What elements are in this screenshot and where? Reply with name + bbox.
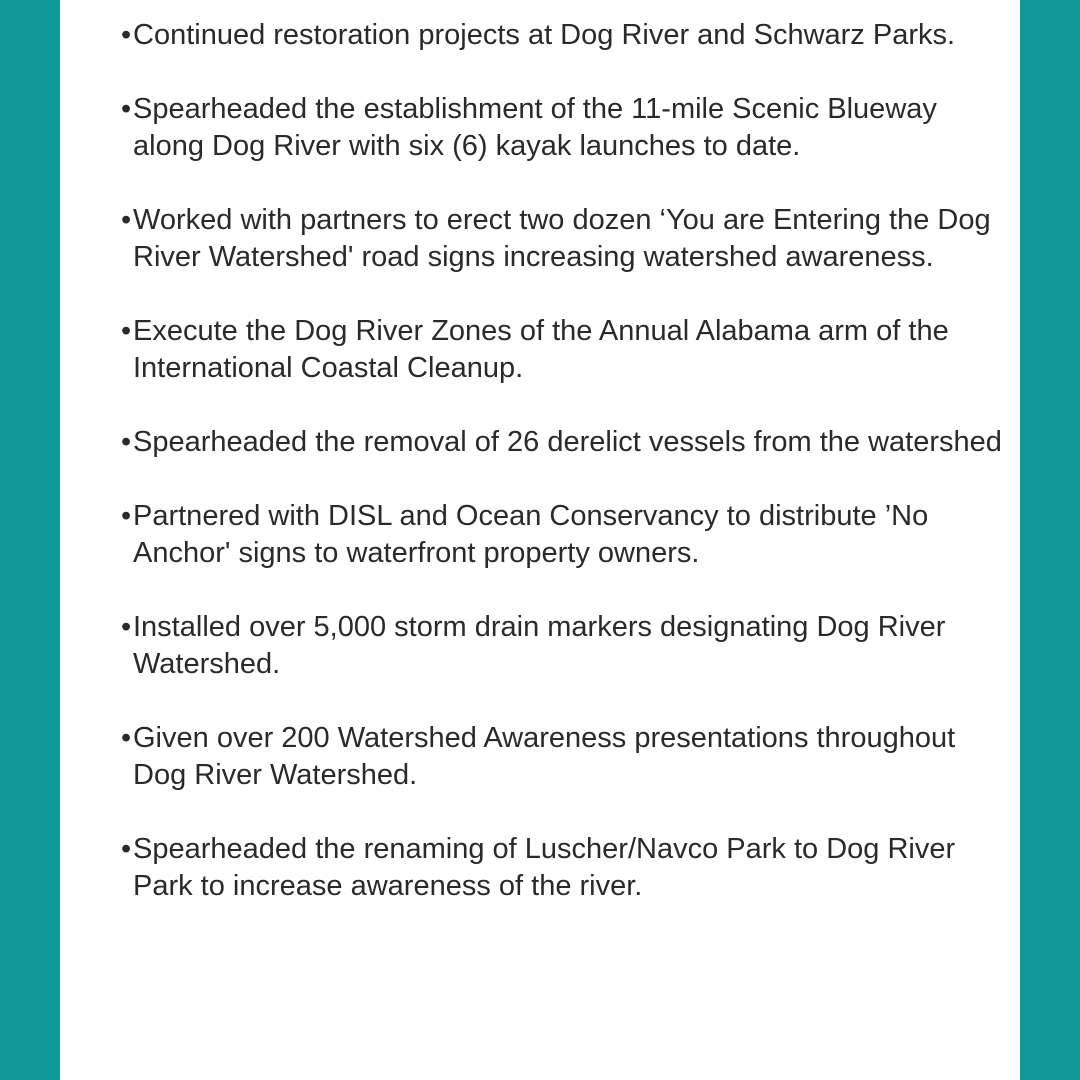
list-item-text: Partnered with DISL and Ocean Conservancy to distribute ’No Anchor' signs to waterfront property owners. [133, 500, 929, 569]
bullet-icon: • [121, 93, 132, 125]
bullet-icon: • [121, 611, 132, 643]
list-item-text: Spearheaded the establishment of the 11-mile Scenic Blueway along Dog River with six (6) kayak launches to date. [133, 93, 937, 162]
bullet-icon: • [121, 426, 132, 458]
list-item [112, 720, 1012, 794]
list-item [112, 609, 1012, 683]
list-item-text: Given over 200 Watershed Awareness presentations throughout Dog River Watershed. [133, 722, 956, 791]
list-item-text: Execute the Dog River Zones of the Annual Alabama arm of the International Coastal Cleanup. [133, 315, 949, 384]
list-item-text: Continued restoration projects at Dog River and Schwarz Parks. [133, 19, 956, 51]
list-item [112, 17, 1012, 54]
bullet-icon: • [121, 315, 132, 347]
list-item [112, 91, 1012, 165]
list-item-text: Spearheaded the renaming of Luscher/Navco Park to Dog River Park to increase awareness of the river. [133, 833, 956, 902]
list-item [112, 202, 1012, 276]
list-item [112, 424, 1012, 461]
list-item-text: Worked with partners to erect two dozen ‘You are Entering the Dog River Watershed' road signs increasing watershed awareness. [133, 204, 991, 273]
content-panel [60, 0, 1020, 1080]
bullet-icon: • [121, 500, 132, 532]
list-item [112, 831, 1012, 905]
list-item-text: Installed over 5,000 storm drain markers designating Dog River Watershed. [133, 611, 946, 680]
bullet-icon: • [121, 722, 132, 754]
accomplishments-list [112, 17, 1012, 942]
list-item [112, 313, 1012, 387]
bullet-icon: • [121, 19, 132, 51]
bullet-icon: • [121, 204, 132, 236]
list-item [112, 498, 1012, 572]
bullet-icon: • [121, 833, 132, 865]
list-item-text: Spearheaded the removal of 26 derelict vessels from the watershed [133, 426, 1002, 458]
